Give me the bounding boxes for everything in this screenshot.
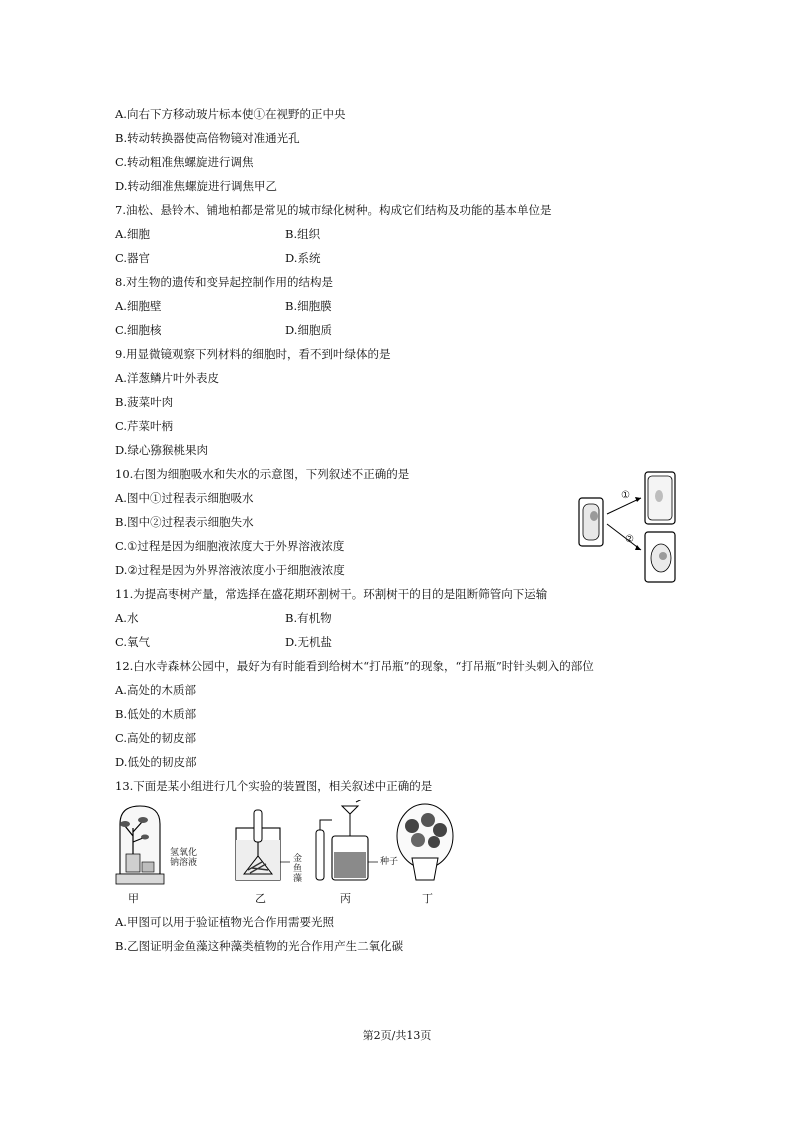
question-12: 12.白水寺森林公园中，最好为有时能看到给树木“打吊瓶”的现象，“打吊瓶”时针头刺入的部位 <box>115 659 594 673</box>
option-line: B.图中②过程表示细胞失水 <box>115 515 254 529</box>
option-line: C.①过程是因为细胞液浓度大于外界溶液浓度 <box>115 539 345 553</box>
question-9: 9.用显微镜观察下列材料的细胞时，看不到叶绿体的是 <box>115 347 391 361</box>
seed-label: 种子 <box>380 857 399 867</box>
label-yi: 乙 <box>255 892 266 905</box>
option-line: C.转动粗准焦螺旋进行调焦 <box>115 155 254 169</box>
option-line: A.向右下方移动玻片标本使①在视野的正中央 <box>115 107 346 121</box>
option-line: C.芹菜叶柄 <box>115 419 174 433</box>
label-ding: 丁 <box>422 892 433 905</box>
option-line: D.绿心猕猴桃果肉 <box>115 443 208 457</box>
question-7: 7.油松、悬铃木、铺地柏都是常见的城市绿化树种。构成它们结构及功能的基本单位是 <box>115 203 552 217</box>
option-line: A.高处的木质部 <box>115 683 196 697</box>
page-footer: 第2页/共13页 <box>362 1029 432 1042</box>
option-line: A.细胞壁 B.细胞膜 <box>115 299 332 313</box>
option-line: A.水 B.有机物 <box>115 611 332 625</box>
label-process-1: ① <box>621 490 630 501</box>
option-line: A.细胞 B.组织 <box>115 227 321 241</box>
option-line: B.乙图证明金鱼藻这种藻类植物的光合作用产生二氧化碳 <box>115 939 404 953</box>
option-line: D.②过程是因为外界溶液浓度小于细胞液浓度 <box>115 563 345 577</box>
option-line: A.图中①过程表示细胞吸水 <box>115 491 254 505</box>
experiment-apparatus-diagram <box>112 800 457 908</box>
beaker-setup <box>236 810 290 880</box>
option-line: B.转动转换器使高倍物镜对准通光孔 <box>115 131 300 145</box>
experiment-figure <box>112 800 457 908</box>
option-line: D.低处的韧皮部 <box>115 755 197 769</box>
seed-bottle-setup <box>316 800 378 880</box>
option-line: A.甲图可以用于验证植物光合作用需要光照 <box>115 915 334 929</box>
cell-osmosis-diagram <box>575 470 685 585</box>
option-line: C.氧气 D.无机盐 <box>115 635 332 649</box>
label-bing: 丙 <box>340 892 351 905</box>
question-10: 10.右图为细胞吸水和失水的示意图，下列叙述不正确的是 <box>115 467 410 481</box>
option-line: C.器官 D.系统 <box>115 251 321 265</box>
question-8: 8.对生物的遗传和变异起控制作用的结构是 <box>115 275 333 289</box>
option-line: C.细胞核 D.细胞质 <box>115 323 332 337</box>
option-line: C.高处的韧皮部 <box>115 731 197 745</box>
question-11: 11.为提高枣树产量，常选择在盛花期环割树干。环割树干的目的是阻断筛管向下运输 <box>115 587 548 601</box>
option-line: A.洋葱鳞片叶外表皮 <box>115 371 219 385</box>
label-process-2: ② <box>625 534 634 545</box>
option-line: B.菠菜叶肉 <box>115 395 174 409</box>
cell-osmosis-figure <box>575 470 685 585</box>
potted-plant-setup <box>397 804 453 880</box>
option-line: B.低处的木质部 <box>115 707 197 721</box>
label-jia: 甲 <box>128 892 139 905</box>
naoh-label: 氢氧化 钠溶液 <box>170 848 198 868</box>
bell-jar-setup <box>116 806 164 884</box>
goldfish-weed-label: 金鱼藻 <box>293 854 303 884</box>
question-13: 13.下面是某小组进行几个实验的装置图，相关叙述中正确的是 <box>115 779 433 793</box>
option-line: D.转动细准焦螺旋进行调焦甲乙 <box>115 179 277 193</box>
